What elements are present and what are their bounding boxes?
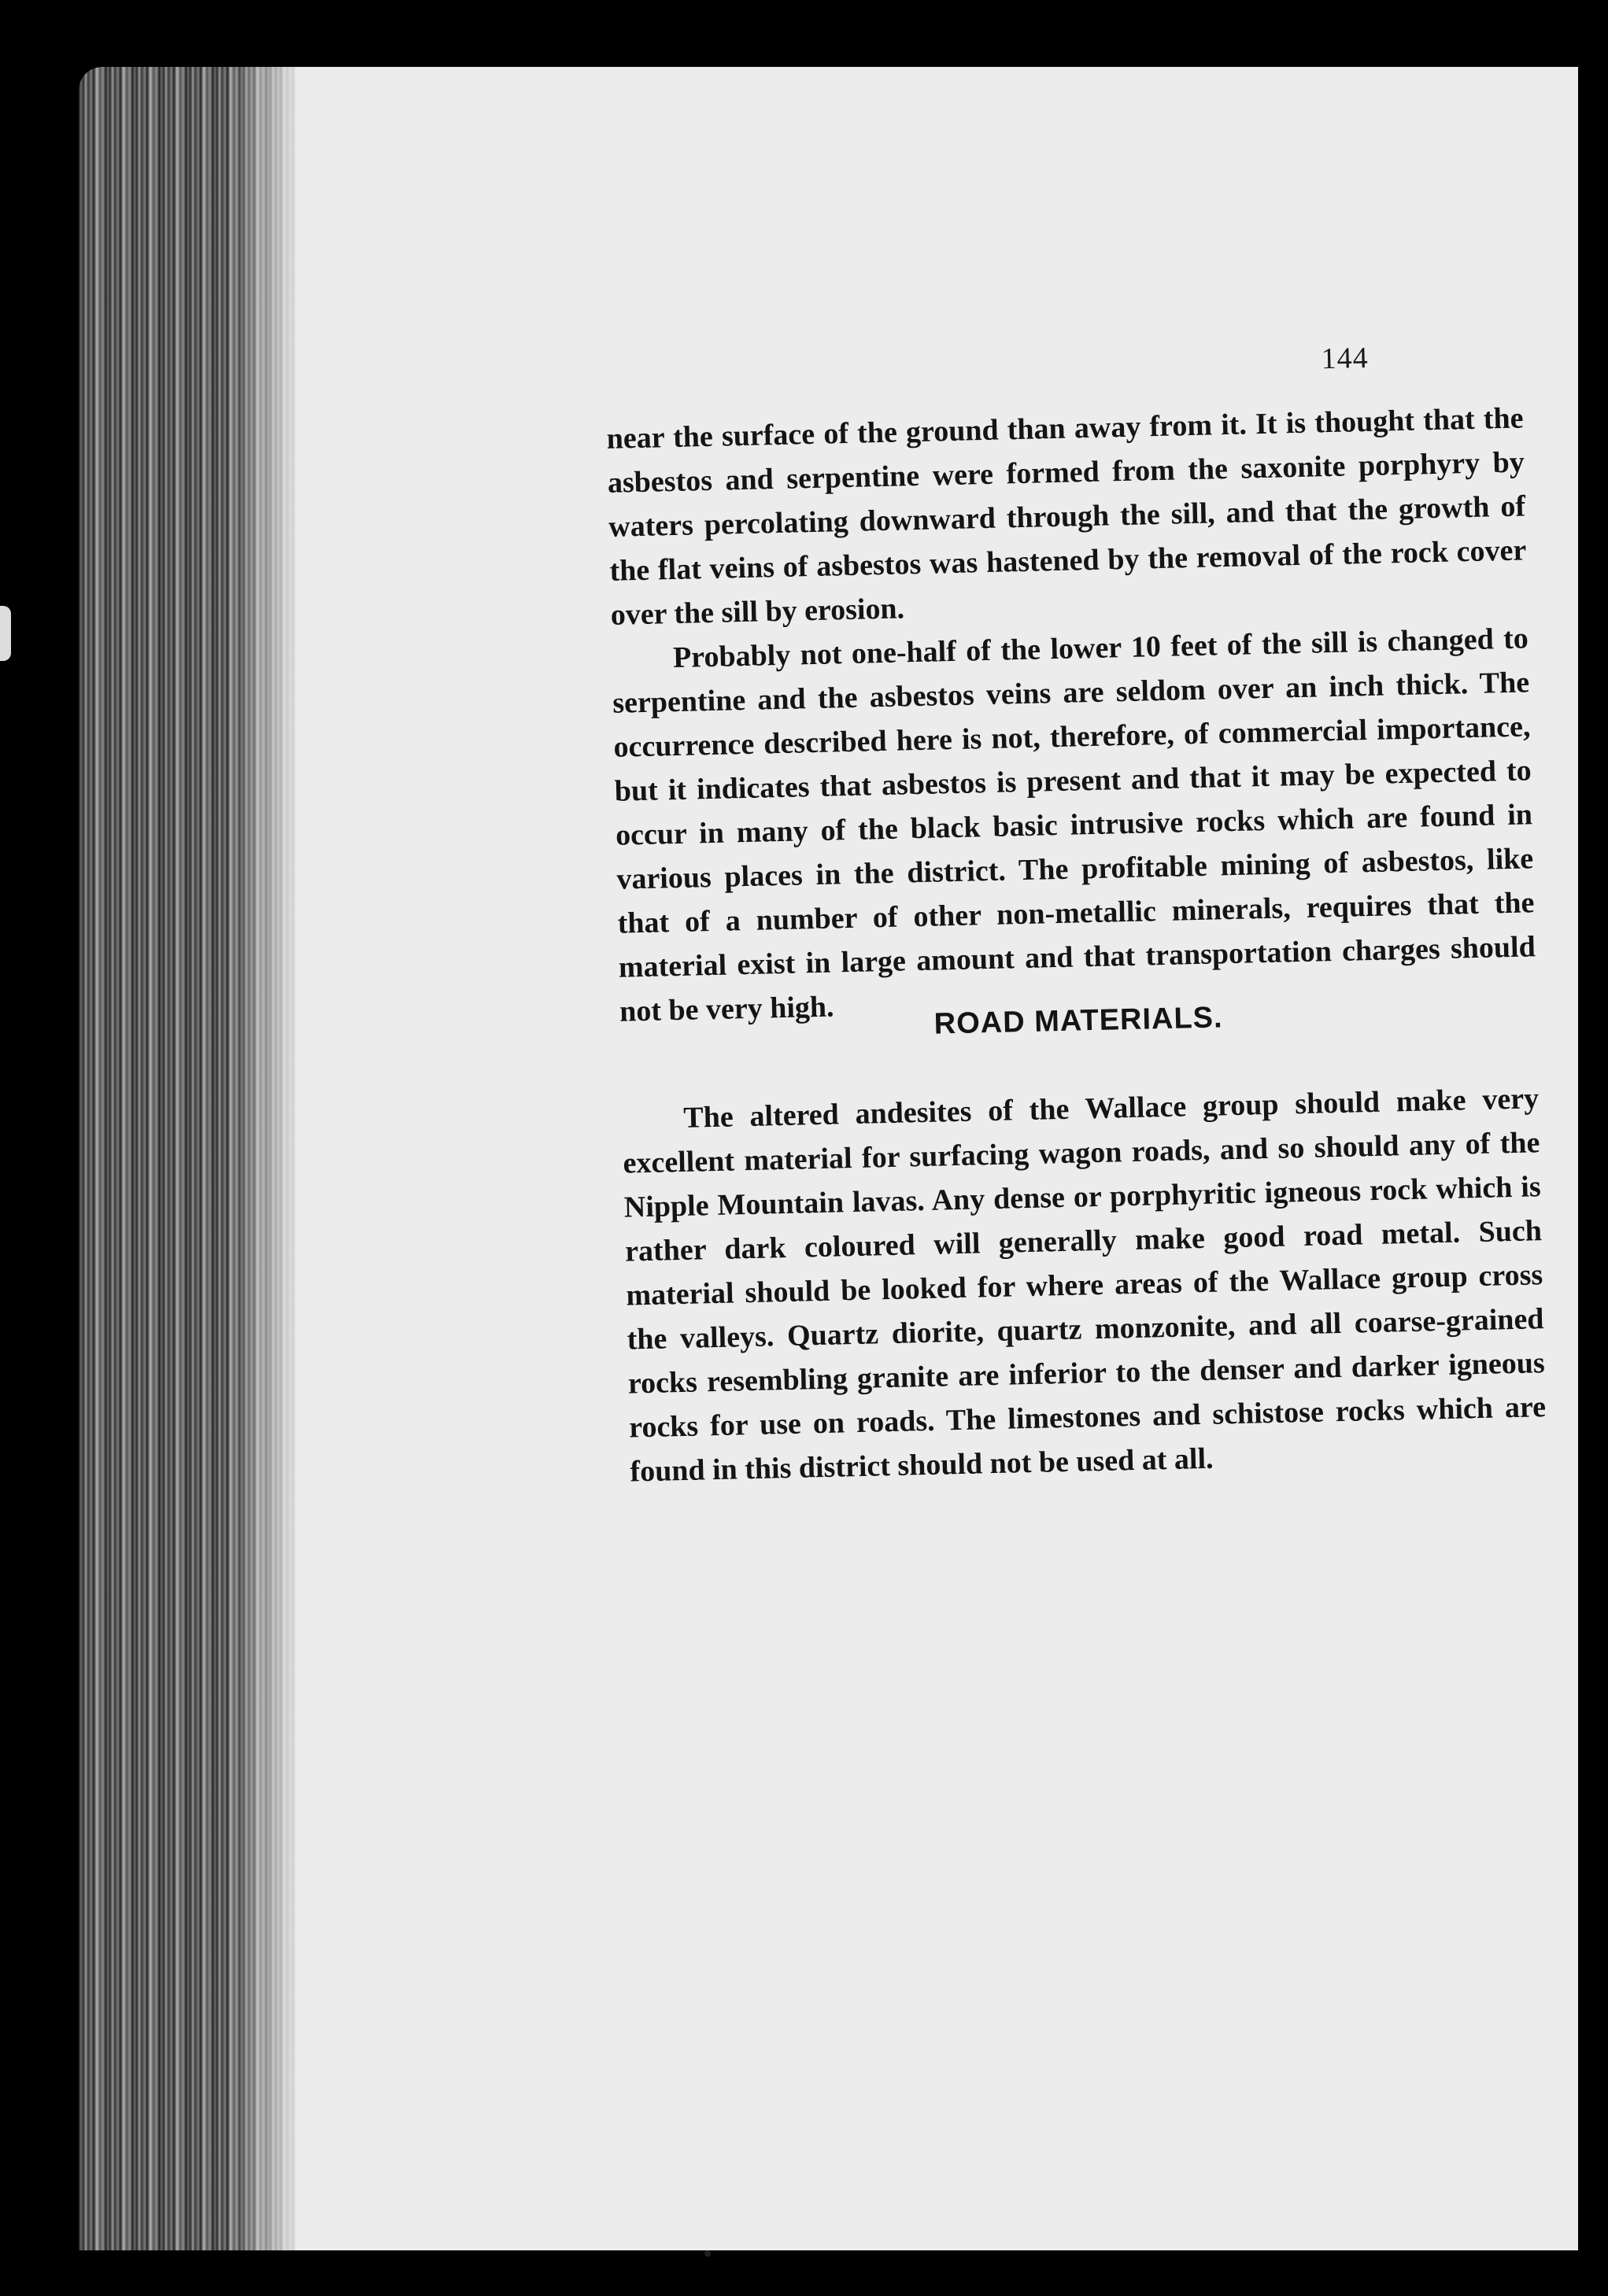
page-number: 144 — [1321, 341, 1370, 376]
book-page — [295, 67, 1578, 2250]
page-text-block — [598, 39, 1608, 1489]
speck-mark — [704, 2250, 711, 2257]
scan-edge-mark — [0, 606, 11, 661]
body-text — [606, 396, 1536, 1033]
section-heading: ROAD MATERIALS. — [933, 1001, 1224, 1041]
book-page-edges — [79, 67, 299, 2250]
paragraph-continued: near the surface of the ground than away from it. It is thought that the asbestos and serpentine were formed from the saxonite porphyry by waters percolating downward through the sill, and that the growth of the flat veins of asbestos was hastened by the removal of the rock cover over the sill by erosion. — [606, 401, 1527, 632]
paragraph-asbestos: Probably not one-half of the lower 10 feet of the sill is changed to serpentine and the asbestos veins are seldom over an inch thick. The occurrence described here is not, therefore, of commercial importance, but it indicates that asbestos is present and that it may be expected to occur in many of the black basic intrusive rocks which are found in various places in the district. The profitable mining of asbestos, like that of a number of other non-metallic minerals, requires that the material exist in large amount and that transportation charges should not be very high. — [612, 622, 1536, 1028]
paragraph-road-materials: The altered andesites of the Wallace group should make very excellent material for surfacing wagon roads, and so should any of the Nipple Mountain lavas. Any dense or porphyritic igneous rock which is rather dark coloured will generally make good road metal. Such material should be looked for where areas of the Wallace group cross the valleys. Quartz diorite, quartz monzonite, and all coarse-grained rocks resembling granite are inferior to the denser and darker igneous rocks for use on roads. The limestones and schistose rocks which are found in this district should not be used at all. — [623, 1082, 1547, 1489]
section-body-text — [622, 1076, 1547, 1493]
